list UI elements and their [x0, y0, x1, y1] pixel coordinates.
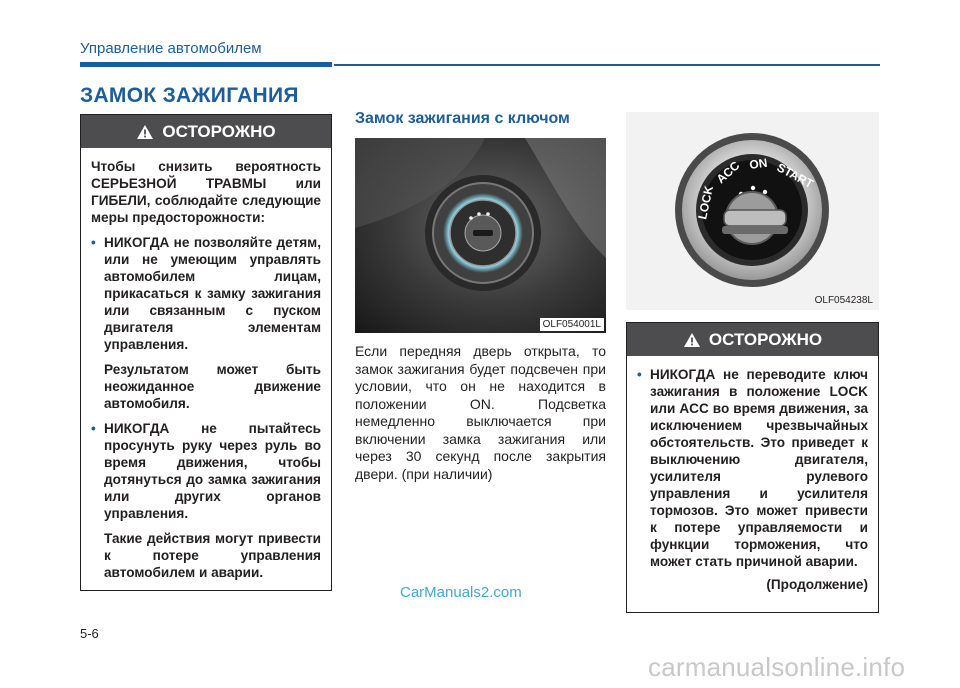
watermark-link[interactable]: CarManuals2.com — [400, 584, 522, 601]
section-title: ЗАМОК ЗАЖИГАНИЯ — [80, 84, 299, 107]
page-number: 5-6 — [80, 626, 99, 641]
warning-box-left — [80, 114, 332, 591]
photo-code: OLF054238L — [814, 295, 873, 306]
header-rule-thick — [80, 62, 332, 67]
bullet-dot: • — [91, 235, 96, 250]
ignition-cylinder-illustration — [626, 112, 879, 310]
warning-bullet-note: Такие действия могут привести к потере управления автомобилем и аварии. — [104, 531, 321, 580]
warning-intro: Чтобы снизить вероятность СЕРЬЕЗНОЙ ТРАВМЫ или ГИБЕЛИ, соблюдайте следующие меры предосторожности: — [91, 159, 321, 225]
warning-bullet-note: Результатом может быть неожиданное движение автомобиля. — [104, 362, 321, 411]
body-paragraph: Если передняя дверь открыта, то замок зажигания будет подсвечен при условии, что он не находится в положении ON. Подсветка немедленно выключается при включении замка зажигания или через 30 секунд после закрытия двери. (при наличии) — [355, 343, 606, 482]
warning-triangle-icon — [136, 124, 154, 140]
footer-watermark: carmanualsonline.info — [648, 652, 906, 682]
start-position-label: START — [774, 160, 816, 192]
warning-box-right — [626, 322, 879, 613]
ignition-photo-closeup — [626, 112, 879, 310]
warning-bullet — [637, 366, 868, 570]
warning-bullet-text: НИКОГДА не пытайтесь просунуть руку через руль во время движения, чтобы дотянуться до замка зажигания или других органов управления. — [104, 421, 321, 521]
bullet-dot: • — [91, 421, 96, 436]
warning-bullet — [91, 420, 321, 522]
warning-heading: ОСТОРОЖНО — [162, 121, 276, 141]
chapter-title: Управление автомобилем — [80, 40, 262, 57]
warning-heading: ОСТОРОЖНО — [708, 329, 823, 349]
bullet-dot: • — [637, 367, 642, 382]
warning-header — [627, 323, 878, 356]
warning-bullet-text: НИКОГДА не переводите ключ зажигания в положение LOCK или ACC во время движения, за исключением чрезвычайных обстоятельств. Это приведет к выключению двигателя, усилителя рулевого управления и усилителя тормозов. Это может привести к потере управляемости и функции торможения, что может стать причиной аварии. — [650, 367, 868, 569]
on-position-label: ON — [748, 155, 769, 172]
acc-position-label: ACC — [713, 158, 743, 187]
ignition-photo-illuminated — [355, 138, 606, 333]
continued-label: (Продолжение) — [766, 577, 868, 592]
warning-header — [81, 115, 331, 148]
warning-triangle-icon — [683, 332, 701, 348]
warning-bullet-text: НИКОГДА не позволяйте детям, или не умеющим управлять автомобилем лицам, прикасаться к замку зажигания или связанным с пуском двигателя элементам управления. — [104, 235, 321, 352]
lock-position-label: LOCK — [695, 184, 717, 221]
warning-bullet — [91, 234, 321, 353]
ignition-switch-illustration — [355, 138, 606, 333]
subsection-title: Замок зажигания с ключом — [355, 110, 570, 127]
header-rule-thin — [334, 64, 880, 66]
photo-code: OLF054001L — [540, 318, 604, 331]
